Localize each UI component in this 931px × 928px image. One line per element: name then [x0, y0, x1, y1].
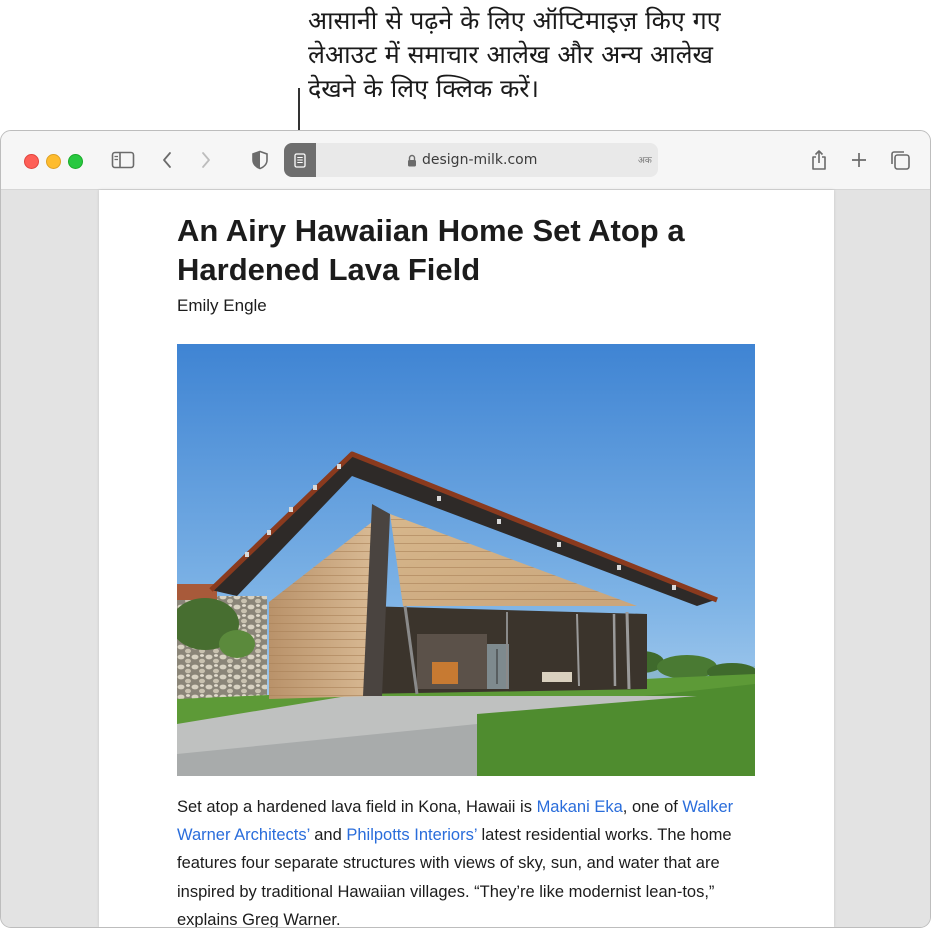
paragraph-text-1: Set atop a hardened lava field in Kona, Hawaii is: [177, 798, 537, 816]
browser-window: [0, 130, 931, 928]
privacy-report-button[interactable]: [248, 148, 272, 172]
reader-icon: [294, 153, 306, 168]
plus-icon: [850, 151, 868, 169]
link-philpotts[interactable]: Philpotts Interiors’: [346, 826, 477, 845]
sidebar-toggle-button[interactable]: [111, 148, 135, 172]
back-button[interactable]: [155, 148, 179, 172]
reader-content-area: [1, 190, 930, 927]
house-photo: [177, 344, 755, 776]
lock-icon: [407, 154, 417, 167]
article-author: Emily Engle: [177, 296, 267, 315]
chevron-left-icon: [161, 151, 173, 169]
share-icon: [810, 149, 828, 171]
sidebar-icon: [111, 151, 135, 169]
article-title: An Airy Hawaiian Home Set Atop a Hardened Lava Field: [177, 213, 685, 287]
tab-overview-button[interactable]: [888, 148, 912, 172]
reader-view-button[interactable]: [284, 143, 316, 177]
link-makani-eka[interactable]: Makani Eka: [536, 798, 623, 816]
chevron-right-icon: [200, 151, 212, 169]
url-display[interactable]: [407, 151, 537, 169]
reader-page: [99, 190, 834, 927]
close-window-button[interactable]: [24, 154, 39, 169]
article-image: [177, 344, 755, 776]
paragraph-text-2: , one of: [622, 798, 683, 816]
url-text: design-milk.com: [422, 152, 538, 168]
paragraph-text-3: and: [309, 826, 347, 845]
article-paragraph: [177, 793, 752, 927]
zoom-window-button[interactable]: [68, 154, 83, 169]
toolbar: [1, 131, 930, 190]
forward-button[interactable]: [194, 148, 218, 172]
translate-icon[interactable]: अक: [638, 156, 652, 166]
minimize-window-button[interactable]: [46, 154, 61, 169]
shield-icon: [251, 150, 269, 170]
callout-text: आसानी से पढ़ने के लिए ऑप्टिमाइज़ किए गए लेआउट में समाचार आलेख और अन्य आलेख देखने के लिए क्लिक करें।: [308, 6, 721, 103]
tabs-icon: [889, 149, 911, 171]
share-button[interactable]: [807, 148, 831, 172]
link-walker-warner[interactable]: Walker Warner Architects’: [177, 798, 734, 845]
new-tab-button[interactable]: [847, 148, 871, 172]
paragraph-text-4: latest residential works. The home features four separate structures with views of sky, sun, and water that are inspired by traditional Hawaiian villages. “They’re like modernist lean-tos,” explains Greg Warner.: [177, 826, 732, 927]
